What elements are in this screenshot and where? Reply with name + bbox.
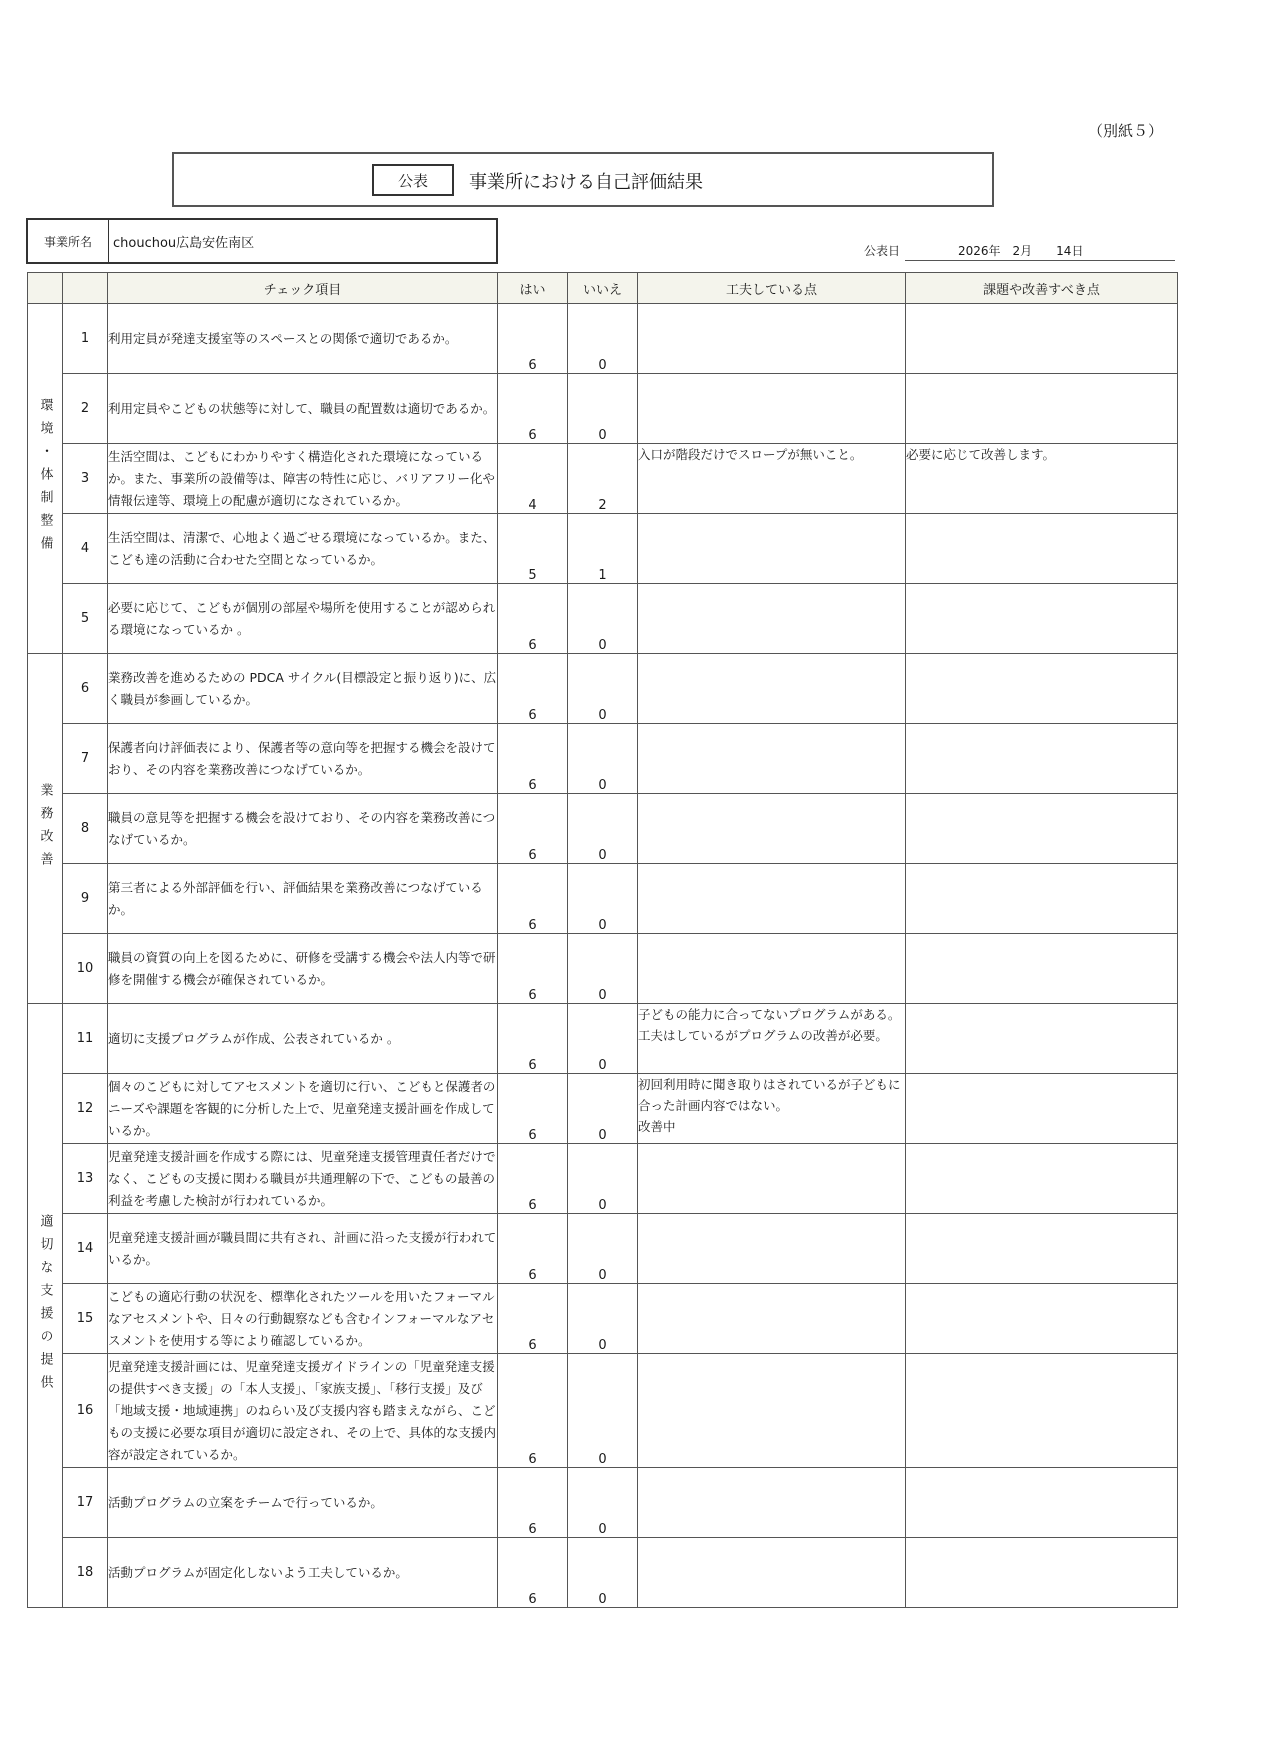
yes-count: 6 [498, 864, 568, 934]
no-count: 0 [568, 1538, 638, 1608]
check-item: 利用定員が発達支援室等のスペースとの関係で適切であるか。 [108, 304, 498, 374]
row-number: 5 [63, 584, 108, 654]
ingenuity-cell [638, 1144, 906, 1214]
row-number: 13 [63, 1144, 108, 1214]
table-row [28, 1004, 1178, 1074]
row-number: 15 [63, 1284, 108, 1354]
table-row [28, 514, 1178, 584]
check-item: 利用定員やこどもの状態等に対して、職員の配置数は適切であるか。 [108, 374, 498, 444]
row-number: 8 [63, 794, 108, 864]
yes-count: 6 [498, 724, 568, 794]
no-count: 0 [568, 1214, 638, 1284]
no-count: 1 [568, 514, 638, 584]
table-row [28, 1214, 1178, 1284]
ingenuity-cell [638, 1214, 906, 1284]
yes-count: 6 [498, 1354, 568, 1468]
row-number: 3 [63, 444, 108, 514]
ingenuity-cell [638, 724, 906, 794]
table-row [28, 1354, 1178, 1468]
table-row [28, 1284, 1178, 1354]
improvement-cell [906, 724, 1178, 794]
ingenuity-cell: 子どもの能力に合ってないプログラムがある。 工夫はしているがプログラムの改善が必要。 [638, 1004, 906, 1074]
yes-count: 6 [498, 1074, 568, 1144]
category-support: 適切な支援の提供 [28, 1004, 63, 1608]
improvement-cell [906, 304, 1178, 374]
row-number: 16 [63, 1354, 108, 1468]
improvement-cell [906, 1144, 1178, 1214]
category-business: 業務改善 [28, 654, 63, 1004]
header-category [28, 273, 63, 304]
table-row [28, 724, 1178, 794]
check-item: 児童発達支援計画を作成する際には、児童発達支援管理責任者だけでなく、こどもの支援に関わる職員が共通理解の下で、こどもの最善の利益を考慮した検討が行われているか。 [108, 1144, 498, 1214]
improvement-cell [906, 794, 1178, 864]
evaluation-table [27, 272, 1178, 1608]
row-number: 18 [63, 1538, 108, 1608]
yes-count: 6 [498, 1284, 568, 1354]
publication-label: 公表日 [864, 244, 901, 258]
check-item: 児童発達支援計画には、児童発達支援ガイドラインの「児童発達支援の提供すべき支援」の「本人支援」、「家族支援」、「移行支援」及び「地域支援・地域連携」のねらい及び支援内容も踏まえながら、こどもの支援に必要な項目が適切に設定され、その上で、具体的な支援内容が設定されているか。 [108, 1354, 498, 1468]
check-item: 活動プログラムの立案をチームで行っているか。 [108, 1468, 498, 1538]
row-number: 17 [63, 1468, 108, 1538]
row-number: 7 [63, 724, 108, 794]
row-number: 11 [63, 1004, 108, 1074]
no-count: 0 [568, 794, 638, 864]
improvement-cell [906, 1214, 1178, 1284]
no-count: 0 [568, 1284, 638, 1354]
row-number: 2 [63, 374, 108, 444]
table-row [28, 1074, 1178, 1144]
header-check-item: チェック項目 [108, 273, 498, 304]
improvement-cell: 必要に応じて改善します。 [906, 444, 1178, 514]
no-count: 0 [568, 1354, 638, 1468]
row-number: 9 [63, 864, 108, 934]
no-count: 2 [568, 444, 638, 514]
yes-count: 6 [498, 304, 568, 374]
check-item: 職員の資質の向上を図るために、研修を受講する機会や法人内等で研修を開催する機会が確保されているか。 [108, 934, 498, 1004]
ingenuity-cell [638, 1468, 906, 1538]
improvement-cell [906, 584, 1178, 654]
improvement-cell [906, 934, 1178, 1004]
improvement-cell [906, 1468, 1178, 1538]
check-item: 必要に応じて、こどもが個別の部屋や場所を使用することが認められる環境になっているか 。 [108, 584, 498, 654]
ingenuity-cell [638, 1354, 906, 1468]
office-box [26, 218, 498, 264]
table-row [28, 304, 1178, 374]
ingenuity-cell [638, 1538, 906, 1608]
yes-count: 6 [498, 1214, 568, 1284]
yes-count: 6 [498, 374, 568, 444]
ingenuity-cell: 初回利用時に聞き取りはされているが子どもに合った計画内容ではない。 改善中 [638, 1074, 906, 1144]
check-item: 適切に支援プログラムが作成、公表されているか 。 [108, 1004, 498, 1074]
row-number: 4 [63, 514, 108, 584]
improvement-cell [906, 374, 1178, 444]
publication-date: 2026年 2月 14日 [958, 244, 1084, 258]
check-item: 業務改善を進めるための PDCA サイクル(目標設定と振り返り)に、広く職員が参画しているか。 [108, 654, 498, 724]
row-number: 14 [63, 1214, 108, 1284]
improvement-cell [906, 1284, 1178, 1354]
check-item: 生活空間は、こどもにわかりやすく構造化された環境になっているか。また、事業所の設備等は、障害の特性に応じ、バリアフリー化や情報伝達等、環境上の配慮が適切になされているか。 [108, 444, 498, 514]
ingenuity-cell [638, 514, 906, 584]
office-label: 事業所名 [28, 220, 109, 262]
check-item: こどもの適応行動の状況を、標準化されたツールを用いたフォーマルなアセスメントや、日々の行動観察なども含むインフォーマルなアセスメントを使用する等により確認しているか。 [108, 1284, 498, 1354]
no-count: 0 [568, 1074, 638, 1144]
table-row [28, 444, 1178, 514]
table-row [28, 1538, 1178, 1608]
row-number: 1 [63, 304, 108, 374]
improvement-cell [906, 864, 1178, 934]
no-count: 0 [568, 864, 638, 934]
ingenuity-cell [638, 584, 906, 654]
yes-count: 6 [498, 1144, 568, 1214]
yes-count: 5 [498, 514, 568, 584]
yes-count: 6 [498, 654, 568, 724]
check-item: 第三者による外部評価を行い、評価結果を業務改善につなげているか。 [108, 864, 498, 934]
improvement-cell [906, 654, 1178, 724]
row-number: 10 [63, 934, 108, 1004]
yes-count: 6 [498, 1538, 568, 1608]
ingenuity-cell: 入口が階段だけでスロープが無いこと。 [638, 444, 906, 514]
table-header-row [28, 273, 1178, 304]
improvement-cell [906, 514, 1178, 584]
improvement-cell [906, 1354, 1178, 1468]
no-count: 0 [568, 654, 638, 724]
header-yes: はい [498, 273, 568, 304]
category-environment: 環境・体制整備 [28, 304, 63, 654]
check-item: 活動プログラムが固定化しないよう工夫しているか。 [108, 1538, 498, 1608]
improvement-cell [906, 1004, 1178, 1074]
table-row [28, 864, 1178, 934]
yes-count: 4 [498, 444, 568, 514]
row-number: 12 [63, 1074, 108, 1144]
table-row [28, 934, 1178, 1004]
check-item: 児童発達支援計画が職員間に共有され、計画に沿った支援が行われているか。 [108, 1214, 498, 1284]
table-row [28, 1468, 1178, 1538]
table-row [28, 654, 1178, 724]
no-count: 0 [568, 374, 638, 444]
yes-count: 6 [498, 1468, 568, 1538]
check-item: 保護者向け評価表により、保護者等の意向等を把握する機会を設けており、その内容を業務改善につなげているか。 [108, 724, 498, 794]
page-title: 事業所における自己評価結果 [469, 172, 703, 193]
no-count: 0 [568, 934, 638, 1004]
header-ingenuity: 工夫している点 [638, 273, 906, 304]
header-number [63, 273, 108, 304]
table-row [28, 374, 1178, 444]
appendix-label: （別紙５） [1087, 122, 1163, 140]
no-count: 0 [568, 724, 638, 794]
check-item: 個々のこどもに対してアセスメントを適切に行い、こどもと保護者のニーズや課題を客観的に分析した上で、児童発達支援計画を作成しているか。 [108, 1074, 498, 1144]
check-item: 生活空間は、清潔で、心地よく過ごせる環境になっているか。また、こども達の活動に合わせた空間となっているか。 [108, 514, 498, 584]
no-count: 0 [568, 1144, 638, 1214]
no-count: 0 [568, 1468, 638, 1538]
check-item: 職員の意見等を把握する機会を設けており、その内容を業務改善につなげているか。 [108, 794, 498, 864]
public-badge: 公表 [372, 164, 454, 196]
table-row [28, 584, 1178, 654]
no-count: 0 [568, 1004, 638, 1074]
ingenuity-cell [638, 864, 906, 934]
yes-count: 6 [498, 584, 568, 654]
yes-count: 6 [498, 1004, 568, 1074]
ingenuity-cell [638, 794, 906, 864]
publication-underline [905, 260, 1175, 261]
row-number: 6 [63, 654, 108, 724]
yes-count: 6 [498, 794, 568, 864]
office-name: chouchou広島安佐南区 [113, 236, 255, 251]
ingenuity-cell [638, 1284, 906, 1354]
yes-count: 6 [498, 934, 568, 1004]
table-row [28, 1144, 1178, 1214]
header-no: いいえ [568, 273, 638, 304]
table-row [28, 794, 1178, 864]
no-count: 0 [568, 584, 638, 654]
header-improvement: 課題や改善すべき点 [906, 273, 1178, 304]
ingenuity-cell [638, 934, 906, 1004]
improvement-cell [906, 1538, 1178, 1608]
ingenuity-cell [638, 374, 906, 444]
ingenuity-cell [638, 304, 906, 374]
no-count: 0 [568, 304, 638, 374]
ingenuity-cell [638, 654, 906, 724]
improvement-cell [906, 1074, 1178, 1144]
title-box [172, 152, 994, 207]
